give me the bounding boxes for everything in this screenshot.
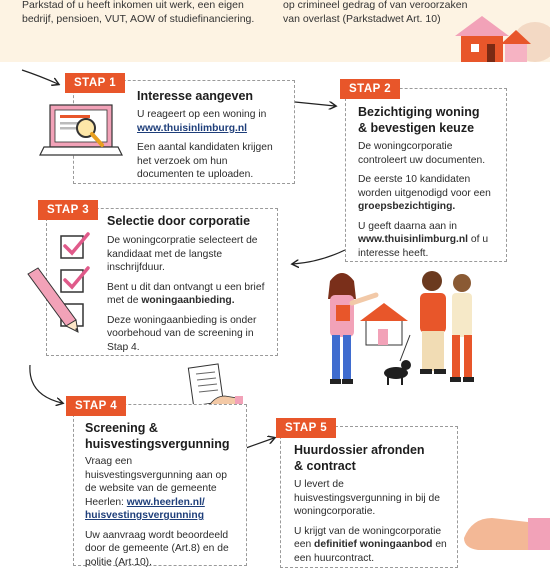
top-right-text: op crimineel gedrag of van veroorzaken van overlast (Parkstadwet Art. 10): [283, 0, 468, 25]
top-left-text: Parkstad of u heeft inkomen uit werk, een eigen bedrijf, pensioen, VUT, AOW of studiefinanciering.: [22, 0, 255, 25]
people-house-illustration: [320, 265, 480, 395]
step-5-title: Huurdossier afronden & contract: [294, 443, 425, 473]
step-3-badge: STAP 3: [38, 200, 98, 220]
step-2-body: De woningcorporatie controleert uw documenten. De eerste 10 kandidaten worden uitgenodigd voor een groepsbezichtiging. U geeft daarna aan in www.thuisinlimburg.nl of u interesse heeft.: [358, 141, 491, 259]
step-4-title: Screening & huisvestingsvergunning: [85, 421, 230, 451]
step-5-badge: STAP 5: [276, 418, 336, 438]
laptop-search-icon: [44, 103, 124, 163]
step-1-title: Interesse aangeven: [137, 89, 254, 103]
handshake-hand-icon: [458, 508, 550, 550]
thuisinlimburg-link[interactable]: www.thuisinlimburg.nl: [137, 122, 248, 134]
step-1-body: U reageert op een woning in www.thuisinlimburg.nl Een aantal kandidaten krijgen het verzoek om hun documenten te uploaden.: [137, 109, 273, 180]
step-5-body: U levert de huisvestingsvergunning in bij de woningcorporatie. U krijgt van de woningcorporatie een definitief woningaanbod en een huurcontract.: [294, 479, 447, 564]
step-4-body: Vraag een huisvestingsvergunning aan op de website van de gemeente Heerlen: www.heerlen.nl/ huisvestingsvergunning Uw aanvraag wordt beoordeeld door de gemeente (Art.8) en de politie (Art.10).: [85, 456, 229, 568]
step-2-badge: STAP 2: [340, 79, 400, 99]
pencil-icon: [22, 268, 82, 338]
step-3-title: Selectie door corporatie: [107, 214, 251, 228]
step-3-body: De woningcorpratie selecteert de kandidaat met de langste inschrijfduur. Bent u dit dan ontvangt u een brief met de woningaanbieding. Deze woningaanbieding is onder voorbehoud van de screening in Stap 4.: [107, 235, 265, 353]
heerlen-link[interactable]: www.heerlen.nl/ huisvestingsvergunning: [85, 496, 205, 521]
step-2-title: Bezichtiging woning & bevestigen keuze: [358, 105, 480, 135]
step-4-badge: STAP 4: [66, 396, 126, 416]
step-1-badge: STAP 1: [65, 73, 125, 93]
